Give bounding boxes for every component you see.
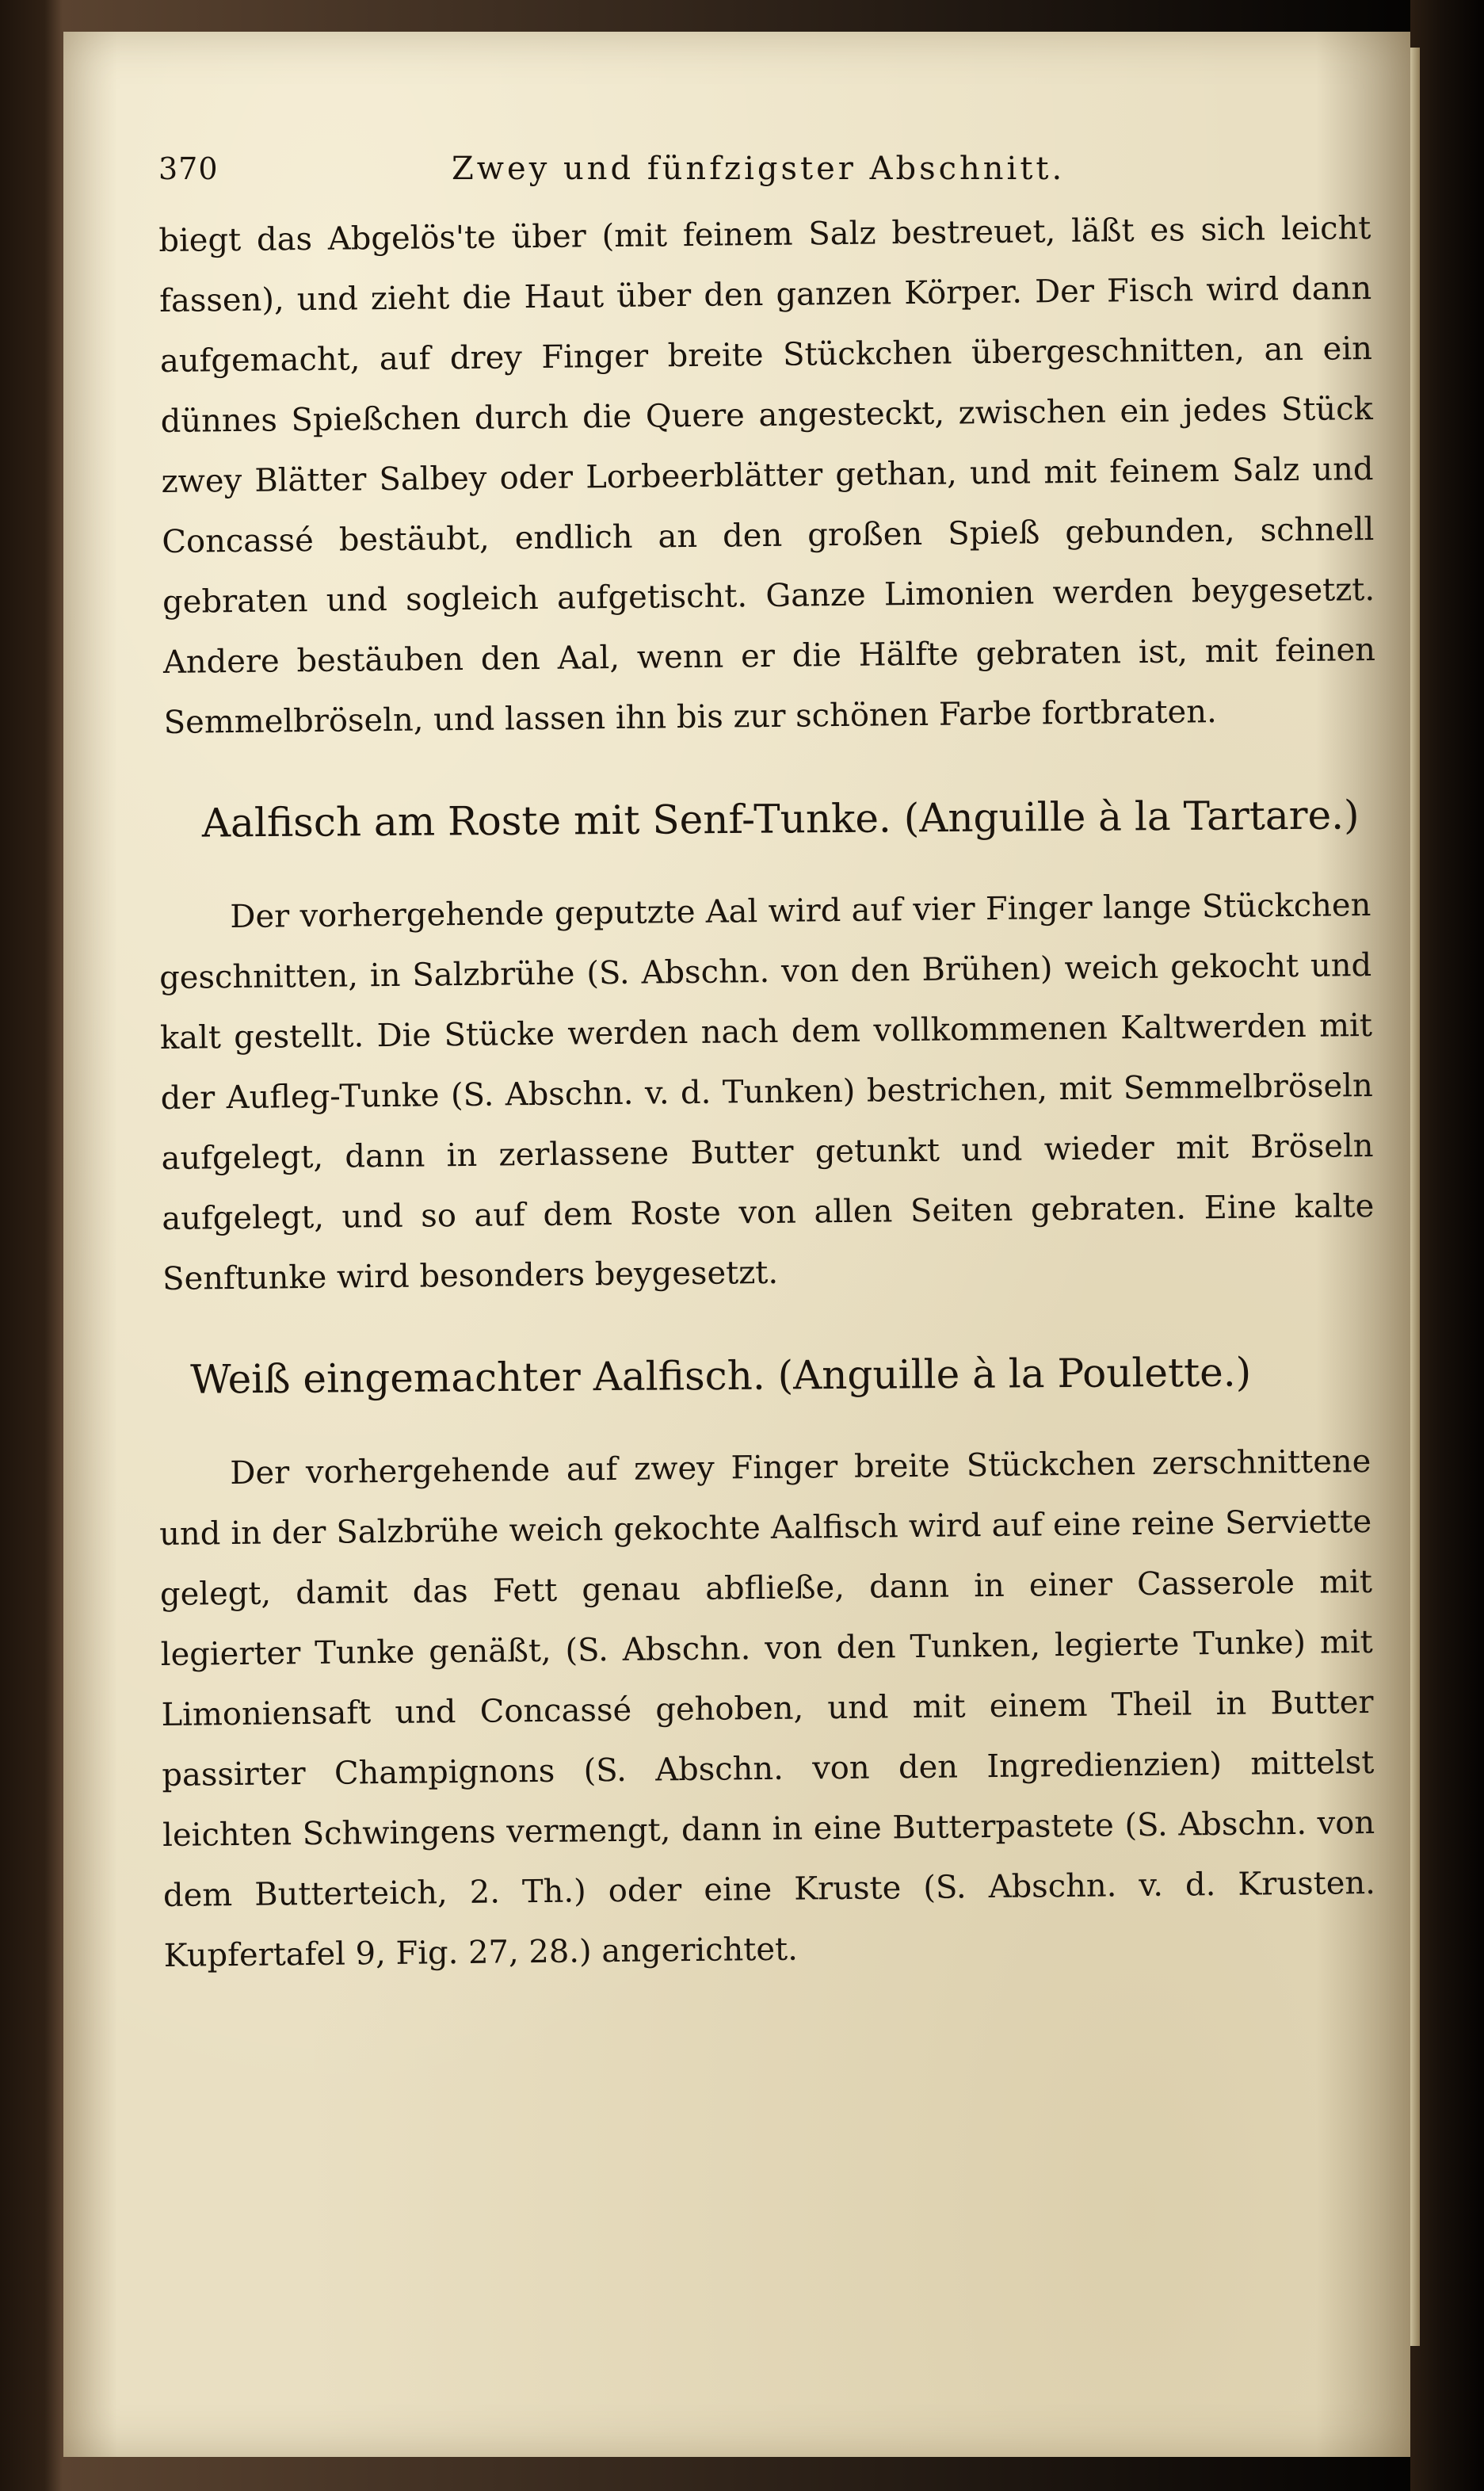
section-body-poulette-text: Der vorhergehende auf zwey Finger breite Stückchen zerschnittene und in der Salzbrühe weich gekochte Aalfisch wird auf eine reine Serviette gelegt, damit das Fett genau abfließe, dann in einer Casserole mit legierter Tunke genäßt, (S. Abschn. von den Tunken, legierte Tunke) mit Limoniensaft und Concassé gehoben, und mit einem Theil in Butter passirter Champignons (S. Abschn. von den Ingredienzien) mittelst leichten Schwingens vermengt, dann in eine Butterpastete (S. Abschn. von dem Butterteich, 2. Th.) oder eine Kruste (S. Abschn. v. d. Krusten. Kupfertafel 9, Fig. 27, 28.) angerichtet.: [158, 1442, 1376, 1974]
page-number: 370: [158, 151, 219, 186]
section-heading-poulette: Weiß eingemachter Aalfisch. (Anguille à la Poulette.): [190, 1349, 1252, 1403]
section-body-tartare-text: Der vorhergehende geputzte Aal wird auf vier Finger lange Stückchen geschnitten, in Salzbrühe (S. Abschn. von den Brühen) weich gekocht und kalt gestellt. Die Stücke werden nach dem vollkommenen Kaltwerden mit der Aufleg-Tunke (S. Abschn. v. d. Tunken) bestrichen, mit Semmelbröseln aufgelegt, dann in zerlassene Butter getunkt und wieder mit Bröseln aufgelegt, und so auf dem Roste von allen Seiten gebraten. Eine kalte Senftunke wird besonders beygesetzt.: [158, 886, 1375, 1297]
continued-paragraph: biegt das Abgelös'te über (mit feinem Salz bestreuet, läßt es sich leicht fassen), und zieht die Haut über den ganzen Körper. Der Fisch wird dann aufgemacht, auf drey Finger breite Stückchen übergeschnitten, an ein dünnes Spießchen durch die Quere angesteckt, zwischen ein jedes Stück zwey Blätter Salbey oder Lorbeerblätter gethan, und mit feinem Salz und Concassé bestäubt, endlich an den großen Spieß gebunden, schnell gebraten und sogleich aufgetischt. Ganze Limonien werden beygesetzt. Andere bestäuben den Aal, wenn er die Hälfte gebraten ist, mit feinen Semmelbröseln, und lassen ihn bis zur schönen Farbe fortbraten.: [158, 209, 1376, 741]
paragraph-indent: [159, 927, 231, 928]
section-body-poulette: [158, 1431, 1376, 1986]
running-head: Zwey und fünfzigster Abschnitt.: [452, 151, 1066, 187]
section-heading-tartare: Aalfisch am Roste mit Senf-Tunke. (Anguille à la Tartare.): [201, 792, 1360, 846]
page-text: [158, 151, 1376, 1986]
page-header: [158, 151, 1371, 200]
section-body-tartare: [158, 875, 1375, 1309]
book-binding-edge: [1410, 0, 1484, 2491]
